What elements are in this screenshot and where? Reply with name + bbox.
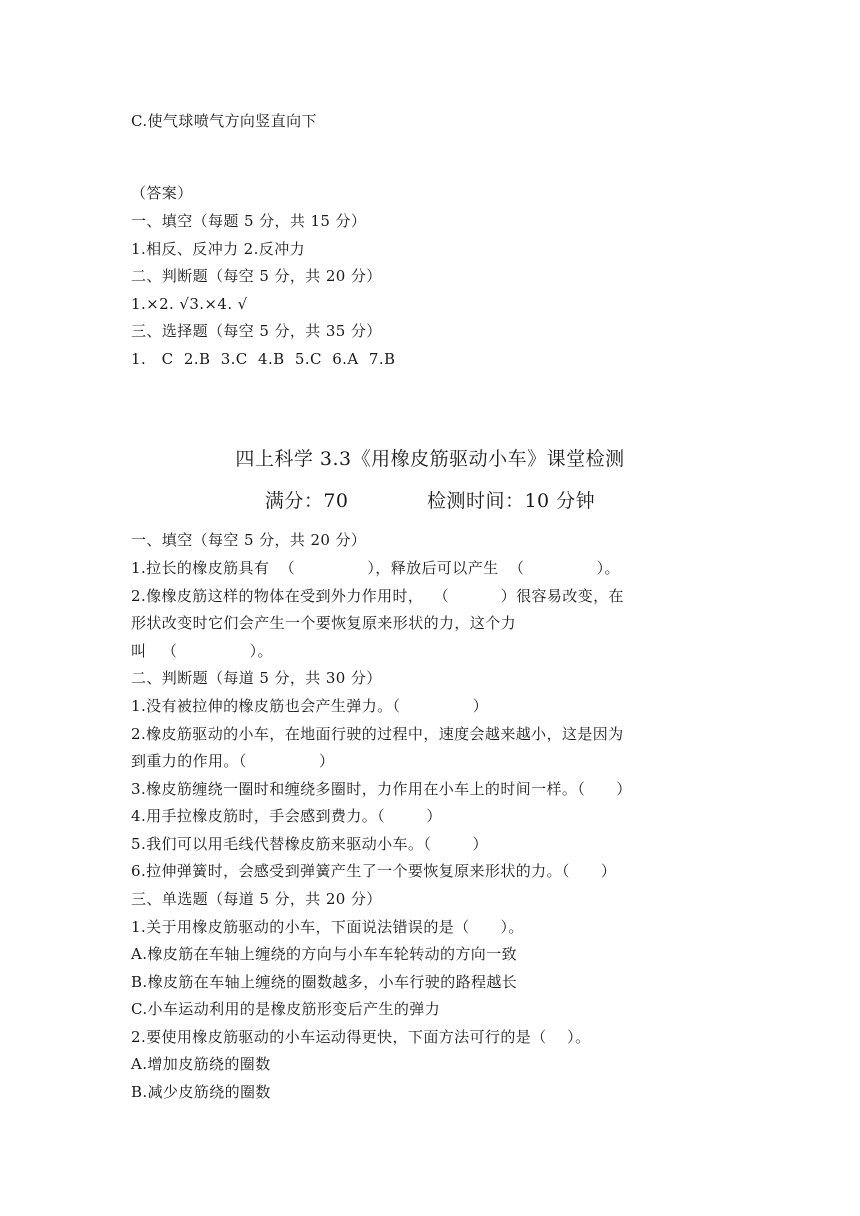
- answers-section3-heading: 三、选择题（每空 5 分，共 35 分）: [131, 322, 382, 340]
- answers-section3-line: 1. C 2.B 3.C 4.B 5.C 6.A 7.B: [131, 350, 396, 368]
- judge-question-5: 5.我们可以用毛线代替橡皮筋来驱动小车。（ ）: [131, 835, 488, 853]
- fill-question-1: 1.拉长的橡皮筋具有 （ ），释放后可以产生 （ ）。: [131, 559, 620, 577]
- judge-question-2-line-2: 到重力的作用。（ ）: [131, 752, 335, 770]
- judge-question-3: 3.橡皮筋缠绕一圈时和缠绕多圈时，力作用在小车上的时间一样。（ ）: [131, 780, 632, 798]
- fill-heading: 一、填空（每空 5 分，共 20 分）: [131, 531, 367, 549]
- single-question-2-option-b: B.减少皮筋绕的圈数: [131, 1083, 271, 1101]
- option-c-text: C.使气球喷气方向竖直向下: [131, 112, 317, 130]
- single-question-1-option-b: B.橡皮筋在车轴上缠绕的圈数越多，小车行驶的路程越长: [131, 973, 518, 991]
- fill-question-2-line-2: 形状改变时它们会产生一个要恢复原来形状的力，这个力: [131, 614, 517, 632]
- answers-header: （答案）: [131, 184, 193, 202]
- answers-section2-heading: 二、判断题（每空 5 分，共 20 分）: [131, 267, 382, 285]
- fill-question-2-line-3: 叫 （ ）。: [131, 642, 273, 660]
- quiz-title: 四上科学 3.3《用橡皮筋驱动小车》课堂检测: [235, 448, 625, 470]
- single-question-1-option-c: C.小车运动利用的是橡皮筋形变后产生的弹力: [131, 1000, 441, 1018]
- judge-question-1: 1.没有被拉伸的橡皮筋也会产生弹力。（ ）: [131, 697, 489, 715]
- answers-section1-line: 1.相反、反冲力 2.反冲力: [131, 240, 305, 258]
- judge-heading: 二、判断题（每道 5 分，共 30 分）: [131, 669, 382, 687]
- judge-question-2-line-1: 2.橡皮筋驱动的小车，在地面行驶的过程中，速度会越来越小，这是因为: [131, 725, 624, 743]
- answers-section1-heading: 一、填空（每题 5 分，共 15 分）: [131, 212, 367, 230]
- judge-question-4: 4.用手拉橡皮筋时，手会感到费力。（ ）: [131, 807, 442, 825]
- fill-question-2-line-1: 2.像橡皮筋这样的物体在受到外力作用时， （ ）很容易改变，在: [131, 587, 624, 605]
- single-heading: 三、单选题（每道 5 分，共 20 分）: [131, 890, 382, 908]
- single-question-2: 2.要使用橡皮筋驱动的小车运动得更快，下面方法可行的是（ ）。: [131, 1028, 591, 1046]
- single-question-2-option-a: A.增加皮筋绕的圈数: [131, 1055, 271, 1073]
- quiz-score-line: 满分：70 检测时间：10 分钟: [264, 490, 596, 512]
- judge-question-6: 6.拉伸弹簧时，会感受到弹簧产生了一个要恢复原来形状的力。（ ）: [131, 862, 617, 880]
- answers-section2-line: 1.×2. √3.×4. √: [131, 295, 248, 313]
- single-question-1: 1.关于用橡皮筋驱动的小车，下面说法错误的是（ ）。: [131, 918, 524, 936]
- single-question-1-option-a: A.橡皮筋在车轴上缠绕的方向与小车车轮转动的方向一致: [131, 945, 518, 963]
